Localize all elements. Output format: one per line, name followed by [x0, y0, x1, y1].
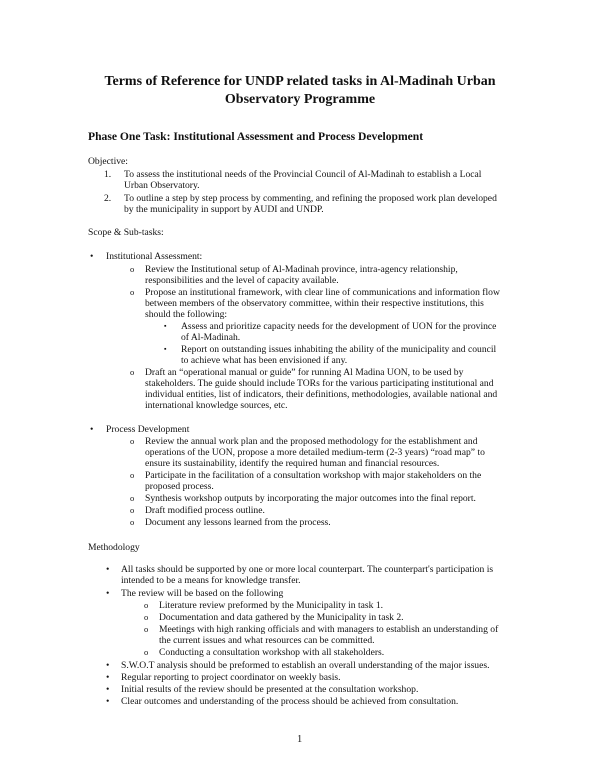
bullet-circle-icon: o: [130, 505, 135, 515]
objective-1-line-2: Urban Observatory.: [124, 180, 200, 191]
bullet-disc-icon: •: [90, 424, 94, 435]
bullet-circle-icon: o: [144, 600, 149, 610]
ia-item-3-line-1: Draft an “operational manual or guide” for running Al Madina UON, to be used by: [145, 367, 464, 378]
ia-sub-1-line-1: Assess and prioritize capacity needs for the development of UON for the province: [181, 321, 497, 332]
ia-item-1-line-2: responsibilities and the level of capacity available.: [145, 275, 339, 286]
objective-num-2: 2.: [104, 193, 112, 204]
page-number: 1: [297, 734, 303, 745]
objective-label: Objective:: [88, 156, 128, 167]
meth-sub-3-line-2: the current issues and what resources can be committed.: [159, 635, 375, 646]
bullet-circle-icon: o: [130, 287, 135, 297]
meth-item-1-line-1: All tasks should be supported by one or more local counterpart. The counterpart's participation is: [121, 564, 494, 575]
meth-item-2-line-1: The review will be based on the following: [121, 588, 284, 599]
objective-2-line-1: To outline a step by step process by commenting, and refining the proposed work plan developed: [124, 193, 497, 204]
meth-item-4: Regular reporting to project coordinator on weekly basis.: [121, 672, 341, 683]
pd-item-4-line-1: Draft modified process outline.: [145, 505, 265, 516]
objective-2-line-2: by the municipality in support by AUDI and UNDP.: [124, 204, 324, 215]
ia-sub-2-line-2: to achieve what has been envisioned if any.: [181, 355, 348, 366]
ia-item-2-line-2: between members of the observatory committee, within their respective institutions, this: [145, 298, 484, 309]
ia-item-2-line-3: should the following:: [145, 309, 228, 320]
bullet-circle-icon: o: [130, 517, 135, 527]
phase-heading: Phase One Task: Institutional Assessment and Process Development: [88, 130, 424, 143]
meth-item-6: Clear outcomes and understanding of the process should be achieved from consultation.: [121, 696, 459, 707]
bullet-disc-icon: •: [106, 684, 110, 695]
section-label-institutional: Institutional Assessment:: [106, 251, 203, 262]
bullet-square-icon: ▪: [164, 345, 167, 353]
bullet-circle-icon: o: [144, 624, 149, 634]
pd-item-1-line-2: operations of the UON, propose a more detailed medium-term (2-3 years) “road map” to: [145, 447, 485, 458]
pd-item-3-line-1: Synthesis workshop outputs by incorporating the major outcomes into the final report.: [145, 493, 476, 504]
bullet-disc-icon: •: [106, 696, 110, 707]
bullet-disc-icon: •: [106, 588, 110, 599]
ia-item-3-line-4: international knowledge sources, etc.: [145, 400, 288, 411]
meth-item-3: S.W.O.T analysis should be preformed to establish an overall understanding of the major issues.: [121, 660, 490, 671]
meth-sub-1: Literature review preformed by the Municipality in task 1.: [159, 600, 384, 611]
ia-sub-2-line-1: Report on outstanding issues inhabiting the ability of the municipality and council: [181, 344, 497, 355]
pd-item-1-line-3: ensure its sustainability, identify the required human and financial resources.: [145, 458, 440, 469]
pd-item-2-line-1: Participate in the facilitation of a consultation workshop with major stakeholders on the: [145, 470, 482, 481]
bullet-disc-icon: •: [106, 672, 110, 683]
ia-item-2-line-1: Propose an institutional framework, with clear line of communications and information flow: [145, 287, 500, 298]
pd-item-2-line-2: proposed process.: [145, 481, 214, 492]
bullet-circle-icon: o: [130, 493, 135, 503]
bullet-circle-icon: o: [130, 367, 135, 377]
bullet-circle-icon: o: [130, 436, 135, 446]
meth-sub-3-line-1: Meetings with high ranking officials and with managers to establish an understanding of: [159, 624, 499, 635]
objective-1-line-1: To assess the institutional needs of the Provincial Council of Al-Madinah to establish a Local: [124, 169, 482, 180]
bullet-circle-icon: o: [144, 612, 149, 622]
title-line-2: Observatory Programme: [224, 92, 376, 107]
meth-item-5: Initial results of the review should be presented at the consultation workshop.: [121, 684, 419, 695]
bullet-square-icon: ▪: [164, 322, 167, 330]
bullet-circle-icon: o: [130, 264, 135, 274]
scope-label: Scope & Sub-tasks:: [88, 227, 164, 238]
bullet-circle-icon: o: [144, 647, 149, 657]
bullet-circle-icon: o: [130, 470, 135, 480]
ia-sub-1-line-2: of Al-Madinah.: [181, 332, 241, 343]
ia-item-3-line-2: stakeholders. The guide should include TORs for the various participating institutional and: [145, 378, 494, 389]
title-line-1: Terms of Reference for UNDP related tasks in Al-Madinah Urban: [104, 74, 496, 89]
bullet-disc-icon: •: [90, 251, 94, 262]
methodology-label: Methodology: [88, 542, 140, 553]
section-label-process: Process Development: [106, 424, 190, 435]
meth-sub-4: Conducting a consultation workshop with all stakeholders.: [159, 647, 385, 658]
ia-item-1-line-1: Review the Institutional setup of Al-Madinah province, intra-agency relationship,: [145, 264, 458, 275]
meth-sub-2: Documentation and data gathered by the Municipality in task 2.: [159, 612, 404, 623]
bullet-disc-icon: •: [106, 564, 110, 575]
ia-item-3-line-3: individual entities, list of indicators, their definitions, methodologies, available national and: [145, 389, 498, 400]
pd-item-5-line-1: Document any lessons learned from the process.: [145, 517, 331, 528]
meth-item-1-line-2: intended to be a means for knowledge transfer.: [121, 575, 301, 586]
pd-item-1-line-1: Review the annual work plan and the proposed methodology for the establishment and: [145, 436, 478, 447]
document-title: [60, 73, 540, 109]
bullet-disc-icon: •: [106, 660, 110, 671]
objective-num-1: 1.: [104, 169, 112, 180]
